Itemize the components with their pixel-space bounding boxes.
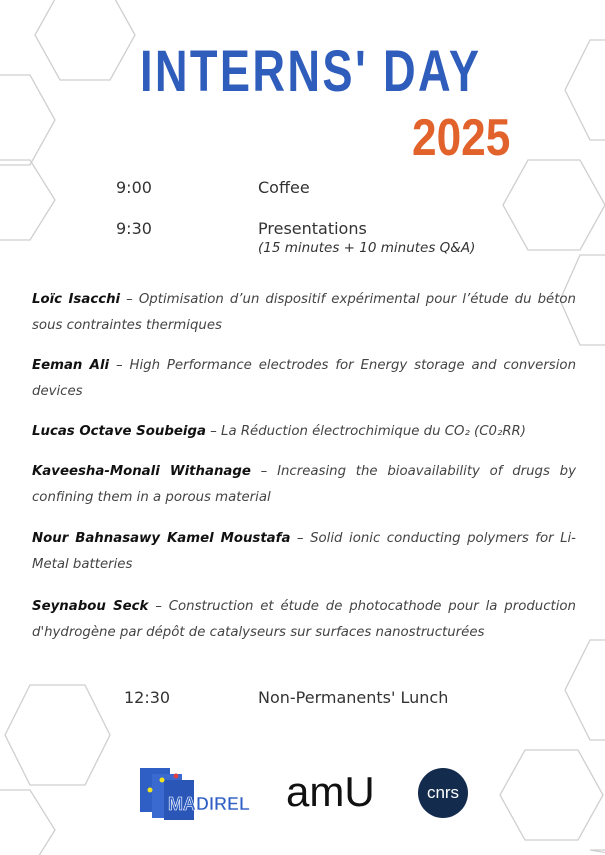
talk-item xyxy=(32,419,576,445)
speaker: Nour Bahnasawy Kamel Moustafa xyxy=(32,531,291,546)
event-year: 2025 xyxy=(412,109,511,167)
madirel-logo xyxy=(138,760,262,822)
schedule-time: 9:00 xyxy=(116,178,152,197)
schedule-time: 9:30 xyxy=(116,219,152,238)
talk-item xyxy=(32,594,576,646)
talk-item xyxy=(32,459,576,511)
speaker: Lucas Octave Soubeiga xyxy=(32,424,206,439)
talk-title: – Optimisation d’un dispositif expérimental pour l’étude du béton sous contraintes thermiques xyxy=(32,292,576,333)
schedule-time: 12:30 xyxy=(124,688,171,707)
speaker: Eeman Ali xyxy=(32,358,110,373)
talk-title: – Increasing the bioavailability of drugs by confining them in a porous material xyxy=(32,464,576,505)
madirel-logo-text: MADIREL xyxy=(168,794,250,814)
cnrs-logo: cnrs xyxy=(418,768,468,818)
amu-logo: amU xyxy=(286,768,375,815)
schedule-activity: Presentations xyxy=(258,219,367,238)
schedule-activity: Non-Permanents' Lunch xyxy=(258,688,449,707)
schedule-note: (15 minutes + 10 minutes Q&A) xyxy=(258,240,476,256)
talk-item xyxy=(32,526,576,578)
speaker: Kaveesha-Monali Withanage xyxy=(32,464,251,479)
schedule-activity: Coffee xyxy=(258,178,310,197)
talk-title: – Construction et étude de photocathode pour la production d'hydrogène par dépôt de catalyseurs sur surfaces nanostructurées xyxy=(32,599,576,640)
event-title: INTERNS' DAY xyxy=(140,39,482,104)
talk-title: – High Performance electrodes for Energy storage and conversion devices xyxy=(32,358,576,399)
talk-item xyxy=(32,287,576,339)
talk-title: – Solid ionic conducting polymers for Li-Metal batteries xyxy=(32,531,576,572)
speaker: Loïc Isacchi xyxy=(32,292,121,307)
talk-item xyxy=(32,353,576,405)
talk-title: – La Réduction électrochimique du CO₂ (C0₂RR) xyxy=(205,424,526,439)
speaker: Seynabou Seck xyxy=(32,599,149,614)
